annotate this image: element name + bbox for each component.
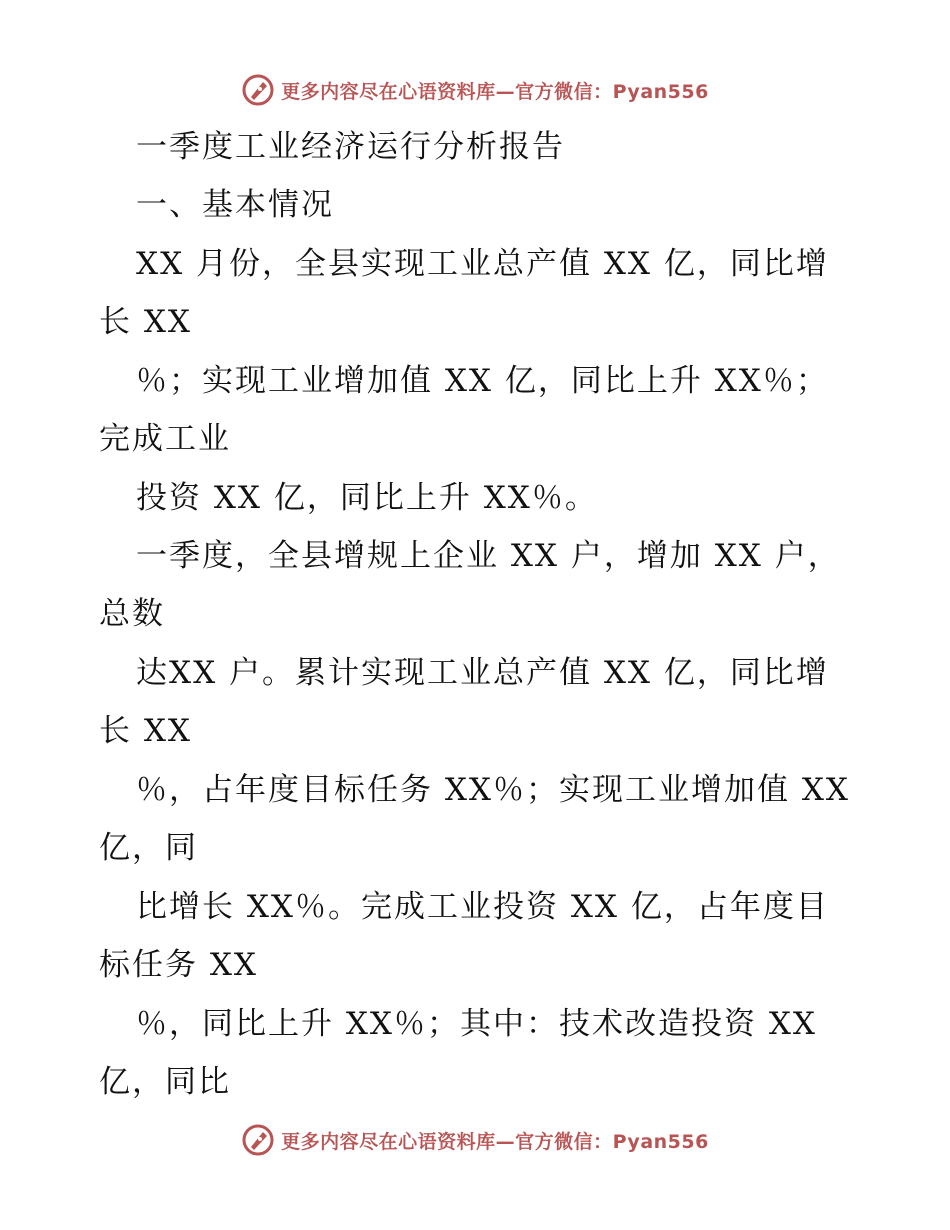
body-line: XX 月份，全县实现工业总产值 XX 亿，同比增: [136, 246, 829, 282]
body-line: 投资 XX 亿，同比上升 XX％。: [136, 480, 598, 516]
body-line: 达XX 户。累计实现工业总产值 XX 亿，同比增: [136, 655, 829, 691]
footer-banner: [0, 1118, 950, 1162]
document-title: 一季度工业经济运行分析报告: [136, 129, 565, 165]
body-line: ％，同比上升 XX％；其中：技术改造投资 XX: [136, 1006, 817, 1042]
body-line: ％，占年度目标任务 XX％；实现工业增加值 XX: [136, 772, 850, 808]
header-banner: [0, 68, 950, 112]
body-line: 长 XX: [99, 304, 192, 340]
pen-nib-logo-icon: [241, 73, 275, 107]
banner-text: 更多内容尽在心语资料库—官方微信：Pyan556: [281, 1130, 709, 1153]
body-line: 比增长 XX％。完成工业投资 XX 亿，占年度目: [136, 889, 829, 925]
body-line: 长 XX: [99, 713, 192, 749]
body-line: 一季度，全县增规上企业 XX 户，增加 XX 户，: [136, 538, 841, 574]
body-line: ％；实现工业增加值 XX 亿，同比上升 XX％；: [136, 363, 829, 399]
body-line: 完成工业: [99, 421, 231, 457]
pen-nib-logo-icon: [241, 1123, 275, 1157]
body-line: 亿，同比: [99, 1064, 231, 1100]
body-line: 总数: [99, 596, 165, 632]
body-line: 亿，同: [99, 830, 198, 866]
banner-text: 更多内容尽在心语资料库—官方微信：Pyan556: [281, 80, 709, 103]
section-heading: 一、基本情况: [136, 187, 334, 223]
body-line: 标任务 XX: [99, 947, 258, 983]
